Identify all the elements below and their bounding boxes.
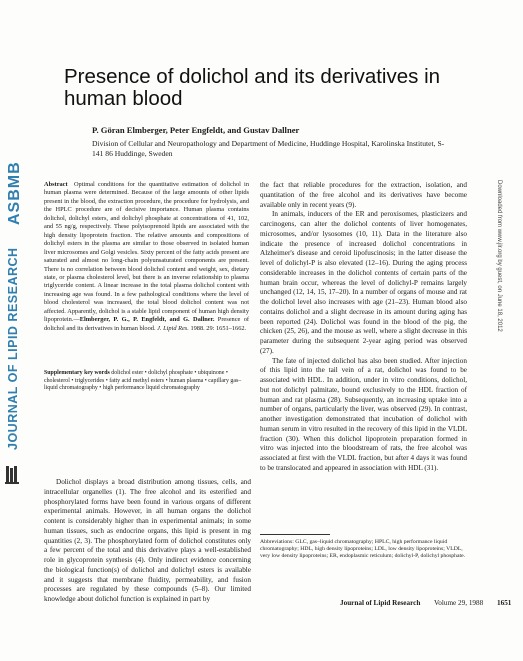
abstract-reference: 1988. 29: 1651–1662. bbox=[190, 324, 247, 332]
affiliation: Division of Cellular and Neuropathology and Department of Medicine, Huddinge Hospital, Karolinska Institutet, S-141 86 Huddinge, Sweden bbox=[92, 139, 445, 158]
footer-page-number: 1651 bbox=[497, 599, 512, 607]
journal-name-vertical: JOURNAL OF LIPID RESEARCH bbox=[6, 247, 20, 450]
body-paragraph: the fact that reliable procedures for the extraction, isolation, and quantitation of the free alcohol and its derivatives have become available only in recent years (9). bbox=[260, 181, 467, 209]
body-paragraph: The fate of injected dolichol has also been studied. After injection of this lipid into the tail vein of a rat, dolichol was found to be associated with HDL. In addition, under in vitro conditions, dolichol, but not dolichyl palmitate, bound exclusively to the HDL fraction of human and rat plasma (28). Subsequently, an increasing uptake into a number of organs, particularly the liver, was observed (29). In contrast, another investigation demonstrated that incubation of dolichol with human serum in vitro resulted in the recovery of this lipid in the VLDL fraction (30). When this dolichol lipoprotein preparation formed in vitro was injected into the bloodstream of rats, the free alcohol was associated at first with the VLDL fraction, but after 4 days it was found to be translocated and appeared in association with HDL (31). bbox=[260, 356, 467, 472]
library-icon bbox=[4, 464, 24, 486]
article-title: Presence of dolichol and its derivatives in human blood bbox=[64, 65, 441, 110]
body-paragraph: Dolichol displays a broad distribution among tissues, cells, and intracellular organelles (1). The free alcohol and its esterified and phosphorylated forms have been found in various organs of different experimental animals. However, in all human organs the dolichol content is considerably higher than in experimental animals; in some human tissues, such as endocrine organs, this lipid is present in mg quantities (2, 3). The phosphorylated form of dolichol constitutes only a few percent of the total and this derivative plays a well-established role in glycoprotein synthesis (4). Only indirect evidence concerning the biological function(s) of dolichol and dolichyl esters is available and it suggests that membrane fluidity, permeability, and fusion processes are regulated by these compounds (5–8). Our limited knowledge about dolichol function is explained in part by bbox=[44, 478, 251, 603]
body-paragraph: In animals, inducers of the ER and peroxisomes, plasticizers and carcinogens, can alter the dolichol contents of liver homogenates, microsomes, and/or lysosomes (10, 11). Data in the literature also indicate the presence of increased dolichol concentrations in Alzheimer's disease and ceroid lipofuscinosis; in the latter disease the level of dolichyl-P is also elevated (12–16). During the aging process considerable increases in the dolichol contents of certain parts of the human brain occur, whereas the level of dolichyl-P remains largely unchanged (12, 14, 15, 17–20). In a number of organs of mouse and rat the dolichol level also increases with age (21–23). Human blood also contains dolichol and a slight decrease in its amount during aging has been reported (24). Dolichol was found in the blood of the pig, the chicken (25, 26), and the mouse as well, where a slight decrease in this parameter during the subsequent 2-year aging period was observed (27). bbox=[260, 210, 467, 355]
footer-journal: Journal of Lipid Research bbox=[340, 599, 421, 607]
keywords-text: dolichol ester • dolichyl phosphate • ubiquinone • cholesterol • triglycerides • fatty acid methyl esters • human plasma • capillary gas–liquid chromatography • high performance liquid chromatography bbox=[44, 370, 242, 392]
abstract-text: Optimal conditions for the quantitative estimation of dolichol in human plasma were determined. Because of the large amounts of other lipids present in the blood, the extraction procedure, the procedure for hydrolysis, and the HPLC procedure are of decisive importance. Human plasma contains dolichol, dolichyl esters, and dolichyl phosphate at concentrations of 41, 102, and 55 ng/g, respectively. These polyisoprenoid lipids are associated with the high density lipoprotein fraction. The relative amounts and compositions of dolichyl esters in the plasma are similar to those observed in isolated human liver microsomes and Golgi vesicles. Sixty percent of the fatty acids present are saturated and almost no long-chain polyunsaturated components are present. There is no correlation between blood dolichol content and weight, sex, dietary state, or plasma cholesterol level, but there is an inverse relationship to plasma triglyceride content. A linear increase in the total plasma dolichol content with increasing age was found. In a few pathological conditions where the level of blood cholesterol was increased, the total blood dolichol content was not affected. Apparently, dolichol is a stable lipid component of human high density lipoprotein.— bbox=[44, 181, 249, 324]
body-right-column bbox=[260, 181, 467, 474]
footer-volume: Volume 29, 1988 bbox=[434, 599, 484, 607]
keywords-heading: Supplementary key words bbox=[44, 370, 110, 376]
abstract-heading: Abstract bbox=[44, 181, 68, 188]
abstract-citation-title: Presence of dolichol and its derivatives in human blood. bbox=[44, 316, 249, 332]
download-watermark: Downloaded from www.jlr.org by guest, on June 18, 2012 bbox=[496, 180, 502, 332]
abstract-citation-authors: Elmberger, P. G., P. Engfeldt, and G. Dallner. bbox=[79, 316, 215, 324]
footnote-rule bbox=[260, 534, 330, 535]
asbmb-logo-text: ASBMB bbox=[6, 161, 23, 225]
footnote-abbreviations: Abbreviations: GLC, gas–liquid chromatography; HPLC, high performance liquid chromatography; HDL, high density lipoproteins; LDL, low density lipoproteins; VLDL, very low density lipoproteins; ER, endoplasmic reticulum; dolichyl-P, dolichyl phosphate. bbox=[260, 539, 466, 560]
body-left-column bbox=[44, 478, 251, 605]
abstract bbox=[44, 181, 249, 333]
page-footer bbox=[340, 599, 523, 607]
abstract-journal: J. Lipid Res. bbox=[157, 324, 189, 332]
supplementary-keywords bbox=[44, 370, 249, 393]
author-list: P. Göran Elmberger, Peter Engfeldt, and Gustav Dallner bbox=[92, 125, 300, 135]
